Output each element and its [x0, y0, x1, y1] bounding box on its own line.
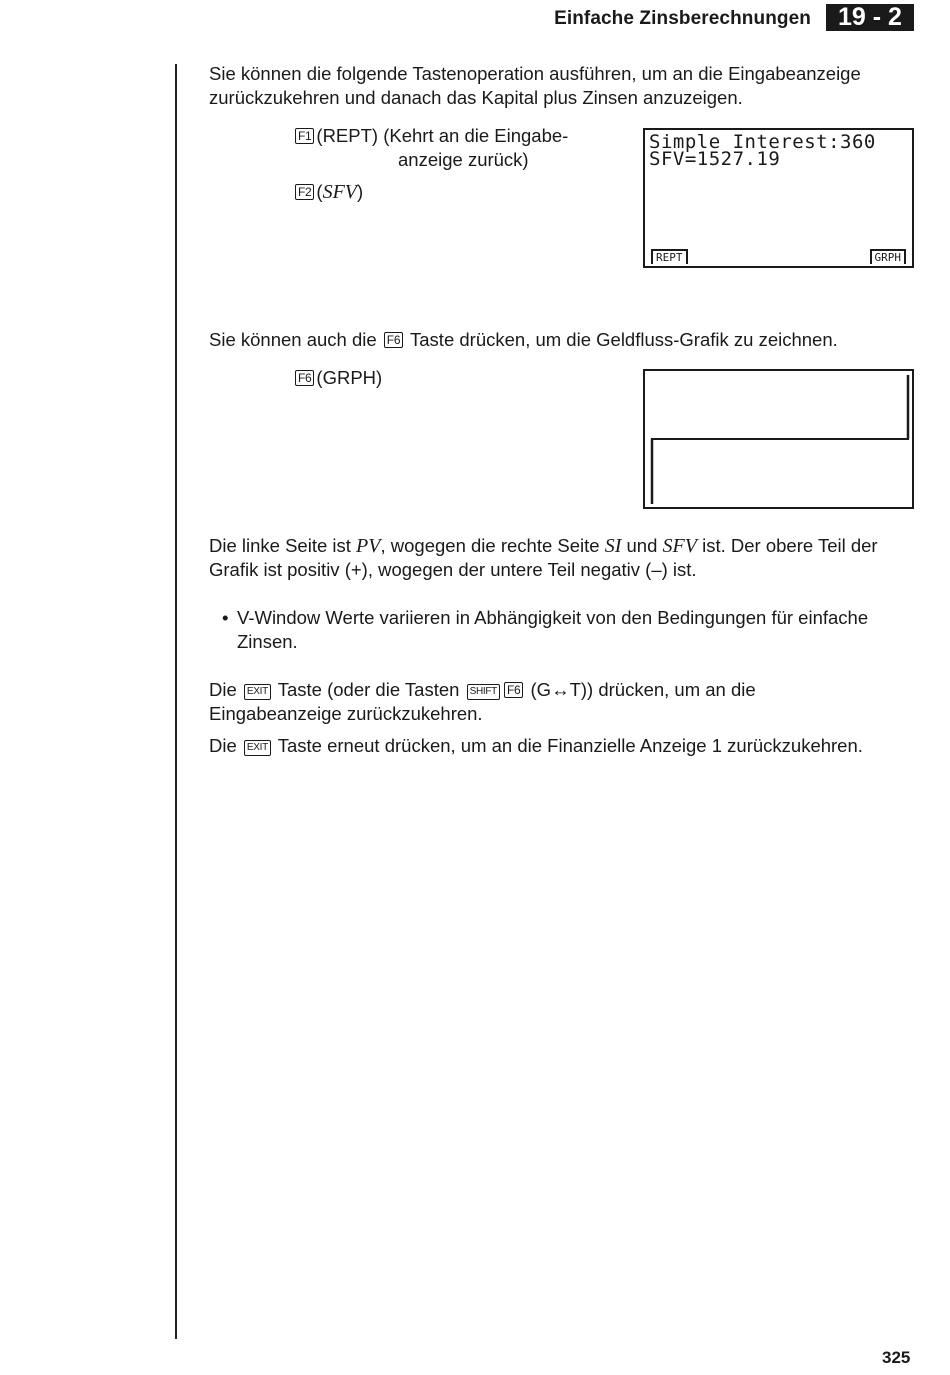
var-si: SI [604, 535, 622, 557]
exit-key-icon: EXIT [244, 684, 271, 700]
graph-text-before: Sie können auch die [209, 329, 377, 350]
page-header-title: Einfache Zinsberechnungen [554, 8, 811, 29]
shift-key-icon: SHIFT [467, 684, 500, 700]
explain-text-4: ist. Der obere Teil der [696, 535, 878, 556]
bullet-line-1: V-Window Werte variieren in Abhängigkeit von den Bedingungen für einfache [237, 607, 869, 628]
op-f1-line [293, 124, 568, 148]
exit1-text-1: Taste (oder die Tasten [277, 679, 460, 700]
f2-paren-open: ( [316, 181, 323, 202]
margin-rule [175, 64, 177, 1339]
softkey-grph: GRPH [870, 249, 907, 264]
softkey-rept: REPT [651, 249, 688, 264]
intro-line-2: zurückzukehren und danach das Kapital plus Zinsen anzuzeigen. [209, 87, 743, 108]
explain-text-1: Die linke Seite ist [209, 535, 357, 556]
chapter-badge: 19 - 2 [826, 4, 914, 31]
cashflow-graph-svg [645, 371, 912, 507]
exit1-line-2: Eingabeanzeige zurückzukehren. [209, 703, 483, 724]
intro-line-1: Sie können die folgende Tastenoperation ausführen, um an die Eingabeanzeige [209, 63, 861, 84]
f6-key-icon: F6 [504, 682, 523, 698]
screen-line-simple-interest: Simple Interest:360 [649, 131, 876, 153]
exit-paragraph-2 [209, 734, 863, 758]
graph-text-after: Taste drücken, um die Geldfluss-Grafik zu zeichnen. [410, 329, 838, 350]
exit1-die: Die [209, 679, 237, 700]
explanation-line-1 [209, 534, 878, 558]
exit2-die: Die [209, 735, 237, 756]
f6-key-icon: F6 [295, 370, 314, 386]
calculator-screen-result [643, 128, 914, 268]
exit-paragraph-1 [209, 678, 756, 726]
explanation-paragraph [209, 534, 878, 582]
f6-key-icon: F6 [384, 332, 403, 348]
exit2-text: Taste erneut drücken, um an die Finanzielle Anzeige 1 zurückzukehren. [277, 735, 863, 756]
page-number: 325 [882, 1348, 911, 1367]
exit1-text-2: (G↔T)) drücken, um an die [530, 679, 756, 700]
bullet-dot: • [222, 607, 229, 628]
f2-variable: SFV [322, 181, 358, 203]
f6-description: (GRPH) [316, 367, 383, 388]
explain-text-3: und [621, 535, 663, 556]
f2-paren-close: ) [357, 181, 364, 202]
intro-paragraph [209, 62, 861, 110]
screen-line-sfv: SFV=1527.19 [649, 148, 781, 170]
op-f6-line [293, 366, 382, 390]
explain-text-2: , wogegen die rechte Seite [380, 535, 605, 556]
op-f2-line [293, 180, 363, 204]
f1-description: (REPT) (Kehrt an die Eingabe- [316, 125, 569, 146]
op-f1-line-2: anzeige zurück) [398, 149, 529, 170]
var-pv: PV [356, 535, 381, 557]
f1-key-icon: F1 [295, 128, 314, 144]
exit1-line-1 [209, 678, 756, 702]
f2-key-icon: F2 [295, 184, 314, 200]
calculator-screen-cashflow-graph [643, 369, 914, 509]
bullet-note [222, 606, 912, 654]
graph-paragraph [209, 328, 838, 352]
explanation-line-2: Grafik ist positiv (+), wogegen der untere Teil negativ (–) ist. [209, 559, 697, 580]
bullet-line-2: Zinsen. [237, 631, 298, 652]
exit-key-icon: EXIT [244, 740, 271, 756]
var-sfv: SFV [662, 535, 697, 557]
